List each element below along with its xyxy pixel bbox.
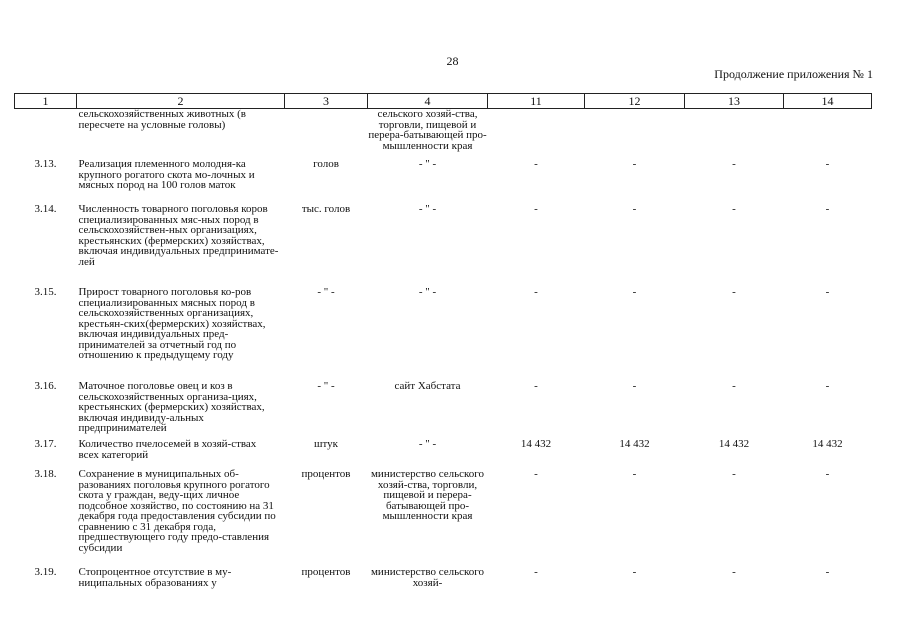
- value-cell: -: [632, 468, 637, 480]
- unit-cell: - " -: [317, 380, 335, 392]
- source-cell: министерство сельского хозяй-: [370, 566, 485, 589]
- unit-cell: процентов: [301, 468, 351, 480]
- indicator-name: Маточное поголовье овец и коз в сельскохозяйственных организа-циях, крестьянских (фермерских) хозяйствах, включая индивиду-альных предпринимателей: [78, 380, 265, 434]
- value-cell: -: [825, 566, 830, 578]
- row-number: 3.13.: [34, 158, 57, 170]
- table-row: [15, 204, 872, 287]
- header-cell: 2: [77, 94, 285, 109]
- source-cell: сайт Хабстата: [394, 380, 461, 392]
- source-cell: - " -: [418, 438, 437, 450]
- value-cell: -: [825, 380, 830, 392]
- value-cell: -: [632, 158, 637, 170]
- row-number: 3.19.: [34, 566, 57, 578]
- row-number: 3.15.: [34, 286, 57, 298]
- header-cell: 1: [15, 94, 77, 109]
- header-cell: 3: [285, 94, 368, 109]
- value-cell: -: [632, 286, 637, 298]
- table-row: [15, 567, 872, 607]
- value-cell: -: [732, 158, 736, 170]
- unit-cell: [285, 109, 368, 160]
- value-cell: -: [632, 566, 637, 578]
- indicator-name: Прирост товарного поголовья ко-ров специализированных мясных пород в сельскохозяйственных организациях, крестьян-ских(фермерских) хозяйствах, включая индивидуальных пред-принимателей за отчетный год по отношению к предыдущему году: [78, 286, 266, 361]
- value-cell: -: [534, 566, 538, 578]
- value-cell: -: [732, 286, 736, 298]
- indicators-table: [14, 93, 872, 607]
- value-cell: -: [534, 286, 538, 298]
- row-number: 3.17.: [34, 438, 57, 450]
- row-number: 3.14.: [34, 203, 57, 215]
- value-cell: -: [534, 203, 538, 215]
- source-cell: сельского хозяй-ства, торговли, пищевой и перера-батывающей про-мышленности края: [368, 108, 487, 152]
- table-row: [15, 159, 872, 204]
- value-cell: [685, 109, 784, 160]
- table-row: [15, 381, 872, 439]
- indicator-name: Реализация племенного молодня-ка крупного рогатого скота мо-лочных и мясных пород на 100 голов маток: [78, 158, 255, 191]
- row-number: 3.16.: [34, 380, 57, 392]
- header-cell: 13: [685, 94, 784, 109]
- value-cell: -: [534, 158, 538, 170]
- indicator-name: сельскохозяйственных животных (в пересчете на условные головы): [78, 108, 246, 131]
- value-cell: -: [534, 468, 538, 480]
- row-number: [15, 109, 77, 160]
- source-cell: - " -: [418, 203, 437, 215]
- table-row: [15, 439, 872, 469]
- value-cell: -: [732, 380, 736, 392]
- header-cell: 14: [784, 94, 872, 109]
- header-row: [15, 94, 872, 109]
- header-cell: 4: [368, 94, 488, 109]
- value-cell: -: [534, 380, 538, 392]
- value-cell: 14 432: [619, 438, 650, 450]
- value-cell: -: [825, 468, 830, 480]
- unit-cell: тыс. голов: [301, 203, 351, 215]
- header-cell: 12: [585, 94, 685, 109]
- table-row: [15, 109, 872, 160]
- value-cell: 14 432: [812, 438, 843, 450]
- value-cell: -: [732, 203, 736, 215]
- indicator-name: Сохранение в муниципальных об-разованиях поголовья крупного рогатого скота у граждан, веду-щих личное подсобное хозяйство, по состоянию на 31 декабря года предоставления субсидии по сравнению с 31 декабря года, предшествующего году предо-ставления субсидии: [78, 468, 276, 554]
- table-row: [15, 469, 872, 567]
- value-cell: 14 432: [718, 438, 750, 450]
- source-cell: министерство сельского хозяй-ства, торговли, пищевой и перера-батывающей про-мышленности края: [370, 468, 485, 522]
- indicator-name: Стопроцентное отсутствие в му-ниципальных образованиях у: [78, 566, 232, 589]
- indicator-name: Количество пчелосемей в хозяй-ствах всех категорий: [78, 438, 257, 461]
- value-cell: [585, 109, 685, 160]
- indicator-name: Численность товарного поголовья коров специализированных мяс-ных пород в сельскохозяйствен-ных организациях, крестьянских (фермерских) хозяйствах, включая индивидуальных предпринимате-лей: [78, 203, 279, 268]
- unit-cell: - " -: [317, 286, 335, 298]
- row-number: 3.18.: [34, 468, 57, 480]
- value-cell: [488, 109, 585, 160]
- value-cell: 14 432: [520, 438, 552, 450]
- unit-cell: процентов: [301, 566, 351, 578]
- source-cell: - " -: [418, 286, 437, 298]
- value-cell: [784, 109, 872, 160]
- source-cell: - " -: [418, 158, 437, 170]
- value-cell: -: [825, 286, 830, 298]
- unit-cell: голов: [313, 158, 339, 170]
- table-row: [15, 287, 872, 381]
- value-cell: -: [825, 203, 830, 215]
- value-cell: -: [632, 203, 637, 215]
- value-cell: -: [732, 468, 736, 480]
- value-cell: -: [732, 566, 736, 578]
- page-number: 28: [446, 54, 459, 68]
- continuation-label: Продолжение приложения № 1: [714, 67, 873, 81]
- header-cell: 11: [488, 94, 585, 109]
- value-cell: -: [632, 380, 637, 392]
- value-cell: -: [825, 158, 830, 170]
- unit-cell: штук: [314, 438, 338, 450]
